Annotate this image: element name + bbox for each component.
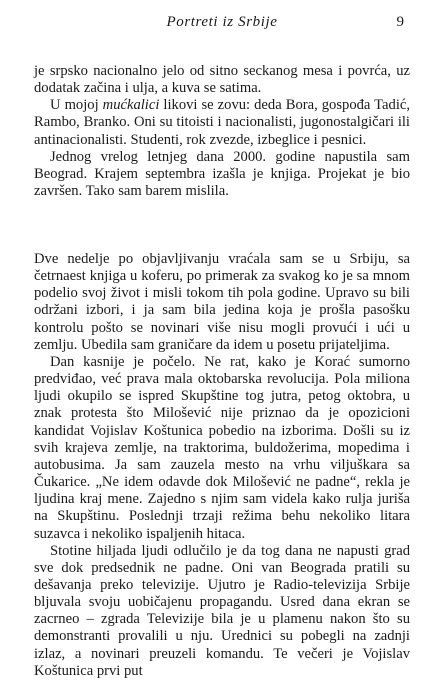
paragraph-text: U mojoj [50,97,103,114]
paragraph: je srpsko nacionalno jelo od sitno seckanog mesa i povrća, uz dodatak začina i ulja, a kuva se satima. [34,63,410,97]
paragraph: Dve nedelje po objavljivanju vraćala sam se u Srbiju, sa četrnaest knjiga u koferu, po primerak za svakog ko je sa mnom podelio svoj život i misli tokom tih pola godine. Upravo su bili održani izbori, i ja sam bila jedina koja je prošla pasošku kontrolu pošto se novinari više nisu mogli provući i ući u zemlju. Ubedila sam graničare da idem u posetu prijateljima. [34,251,410,353]
paragraph [34,97,410,148]
running-title: Portreti iz Srbije [166,14,278,30]
section-two [34,251,410,680]
paragraph: Jednog vrelog letnjeg dana 2000. godine napustila sam Beograd. Krajem septembra izašla je knjiga. Projekat je bio završen. Tako sam barem mislila. [34,148,410,200]
section-one [34,63,410,200]
paragraph: Dan kasnije je počelo. Ne rat, kako je Korać sumorno predviđao, već prava mala oktobarska revolucija. Pola miliona ljudi okupilo se ispred Skupštine tog jutra, petog oktobra, u znak protesta što Milošević nije priznao da je opozicioni kandidat Vojislav Koštunica pobedio na izborima. Došli su iz svih krajeva zemlje, na traktorima, buldožerima, mopedima i autobusima. Ja sam zauzela mesto na vrhu viljuškara sa Čukarice. „Ne idem odavde dok Milošević ne padne“, rekla je ljudina kraj mene. Zajedno s njim sam videla kako rulja juriša na Skupštinu. Poslednji trzaji režima behu nekoliko litara suzavca i nekoliko ispaljenih hitaca. [34,353,410,542]
paragraph-text: likovi se zovu: deda Bora, gospođa Tadić, Rambo, Branko. Oni su titoisti i nacionalisti, jugonostalgičari ili antinacionalisti. Studenti, rok zvezde, izbeglice i pesnici. [34,97,411,148]
italic-term: mućkalici [102,97,160,114]
paragraph: Stotine hiljada ljudi odlučilo je da tog dana ne napusti grad sve dok predsednik ne padne. Oni van Beograda pratili su dešavanja preko televizije. Ujutro je Radio-televizija Srbije bljuvala svoju uobičajenu propagandu. Usred dana ekran se zacrneo – zgrada Televizije bila je u plamenu nakon što su demonstranti provalili u nju. Urednici su pobegli na zadnji izlaz, a novinari preuzeli komandu. Te večeri je Vojislav Koštunica prvi put [34,542,410,679]
page-number: 9 [396,14,404,30]
running-head [0,14,444,36]
